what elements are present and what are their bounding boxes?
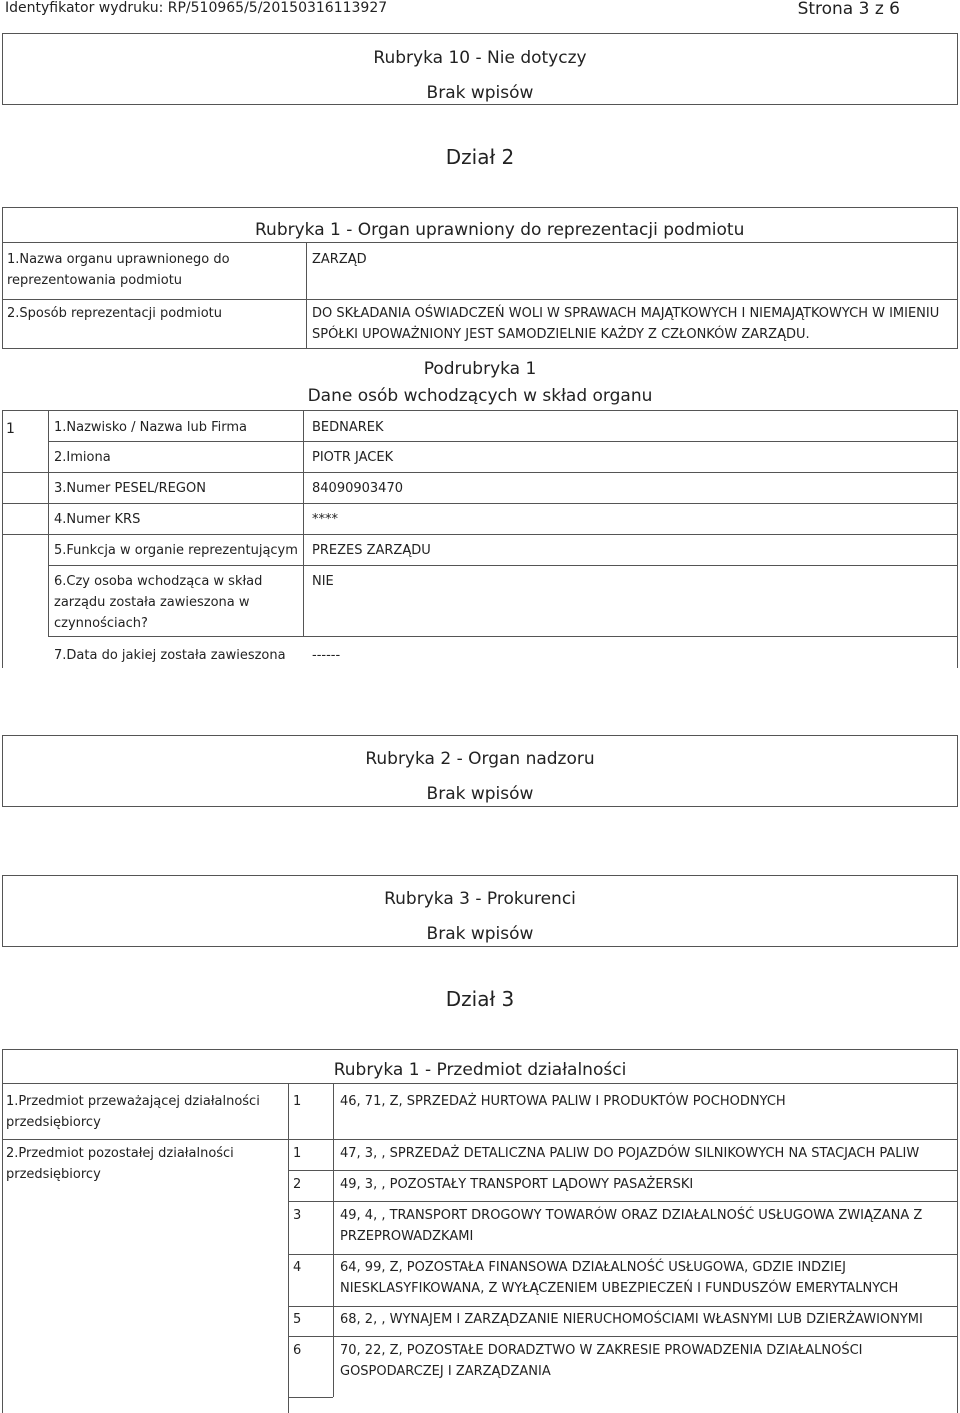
dzial3-title: Dział 3 [445, 987, 515, 1011]
other-activity-text: 70, 22, Z, POZOSTAŁE DORADZTWO W ZAKRESIE PROWADZENIA DZIAŁALNOŚCI GOSPODARCZEJ I ZARZĄDZANIA [340, 1343, 863, 1379]
rubryka1-title: Rubryka 1 - Organ uprawniony do reprezentacji podmiotu [255, 220, 745, 240]
suspended-until-label: 7.Data do jakiej została zawieszona [54, 648, 286, 663]
dzial3-rubryka1-title: Rubryka 1 - Przedmiot działalności [333, 1060, 627, 1080]
rubryka2-box [2, 735, 958, 807]
person-index: 1 [6, 421, 15, 437]
dzial2-rubryka1-box [2, 207, 958, 349]
dzial2-title: Dział 2 [445, 145, 515, 169]
other-activity-number: 2 [293, 1177, 302, 1192]
podrubryka-subtitle: Dane osób wchodzących w skład organu [307, 386, 653, 406]
other-activity-text: 68, 2, , WYNAJEM I ZARZĄDZANIE NIERUCHOMOŚCIAMI WŁASNYMI LUB DZIERŻAWIONYMI [340, 1312, 923, 1327]
organ-name-label: 1.Nazwa organu uprawnionego do reprezentowania podmiotu [7, 252, 230, 288]
other-activity-text: 47, 3, , SPRZEDAŻ DETALICZNA PALIW DO POJAZDÓW SILNIKOWYCH NA STACJACH PALIW [340, 1146, 920, 1161]
other-activity-text: 49, 3, , POZOSTAŁY TRANSPORT LĄDOWY PASAŻERSKI [340, 1177, 694, 1192]
krs-value: **** [312, 512, 338, 527]
suspended-value: NIE [312, 574, 334, 589]
other-activity-label: 2.Przedmiot pozostałej działalności przedsiębiorcy [6, 1146, 234, 1182]
main-activity-number: 1 [293, 1094, 302, 1109]
surname-value: BEDNAREK [312, 420, 384, 435]
suspended-label: 6.Czy osoba wchodząca w skład zarządu została zawieszona w czynnościach? [54, 574, 263, 631]
rubryka3-empty: Brak wpisów [426, 924, 534, 944]
main-activity-label: 1.Przedmiot przeważającej działalności przedsiębiorcy [6, 1094, 260, 1130]
other-activity-number: 1 [293, 1146, 302, 1161]
first-names-value: PIOTR JACEK [312, 450, 394, 465]
pesel-label: 3.Numer PESEL/REGON [54, 481, 206, 496]
function-value: PREZES ZARZĄDU [312, 543, 431, 558]
rubryka3-box [2, 875, 958, 947]
representation-label: 2.Sposób reprezentacji podmiotu [7, 306, 222, 321]
pesel-value: 84090903470 [312, 481, 403, 496]
main-activity-text: 46, 71, Z, SPRZEDAŻ HURTOWA PALIW I PRODUKTÓW POCHODNYCH [340, 1094, 786, 1109]
rubryka2-empty: Brak wpisów [426, 784, 534, 804]
rubryka10-title: Rubryka 10 - Nie dotyczy [373, 48, 587, 68]
first-names-label: 2.Imiona [54, 450, 111, 465]
rubryka2-title: Rubryka 2 - Organ nadzoru [365, 749, 595, 769]
organ-name-value: ZARZĄD [312, 252, 367, 267]
other-activity-text: 64, 99, Z, POZOSTAŁA FINANSOWA DZIAŁALNOŚĆ USŁUGOWA, GDZIE INDZIEJ NIESKLASYFIKOWANA, Z WYŁĄCZENIEM UBEZPIECZEŃ I FUNDUSZÓW EMERYTALNYCH [340, 1260, 899, 1296]
other-activity-text: 49, 4, , TRANSPORT DROGOWY TOWARÓW ORAZ DZIAŁALNOŚĆ USŁUGOWA ZWIĄZANA Z PRZEPROWADZKAMI [340, 1208, 923, 1244]
rubryka10-empty: Brak wpisów [426, 83, 534, 103]
other-activity-number: 3 [293, 1208, 302, 1223]
rubryka10-box [2, 33, 958, 105]
surname-label: 1.Nazwisko / Nazwa lub Firma [54, 420, 247, 435]
rubryka3-title: Rubryka 3 - Prokurenci [384, 889, 576, 909]
krs-label: 4.Numer KRS [54, 512, 141, 527]
other-activity-number: 6 [293, 1343, 302, 1358]
representation-value: DO SKŁADANIA OŚWIADCZEŃ WOLI W SPRAWACH MAJĄTKOWYCH I NIEMAJĄTKOWYCH W IMIENIU SPÓŁKI UPOWAŻNIONY JEST SAMODZIELNIE KAŻDY Z CZŁONKÓW ZARZĄDU. [312, 306, 940, 342]
other-activity-number: 5 [293, 1312, 302, 1327]
suspended-until-value: ------ [312, 648, 341, 663]
other-activity-number: 4 [293, 1260, 302, 1275]
page-number: Strona 3 z 6 [797, 0, 900, 19]
function-label: 5.Funkcja w organie reprezentującym [54, 543, 298, 558]
podrubryka-title: Podrubryka 1 [423, 359, 537, 379]
print-identifier: Identyfikator wydruku: RP/510965/5/20150316113927 [5, 0, 388, 16]
